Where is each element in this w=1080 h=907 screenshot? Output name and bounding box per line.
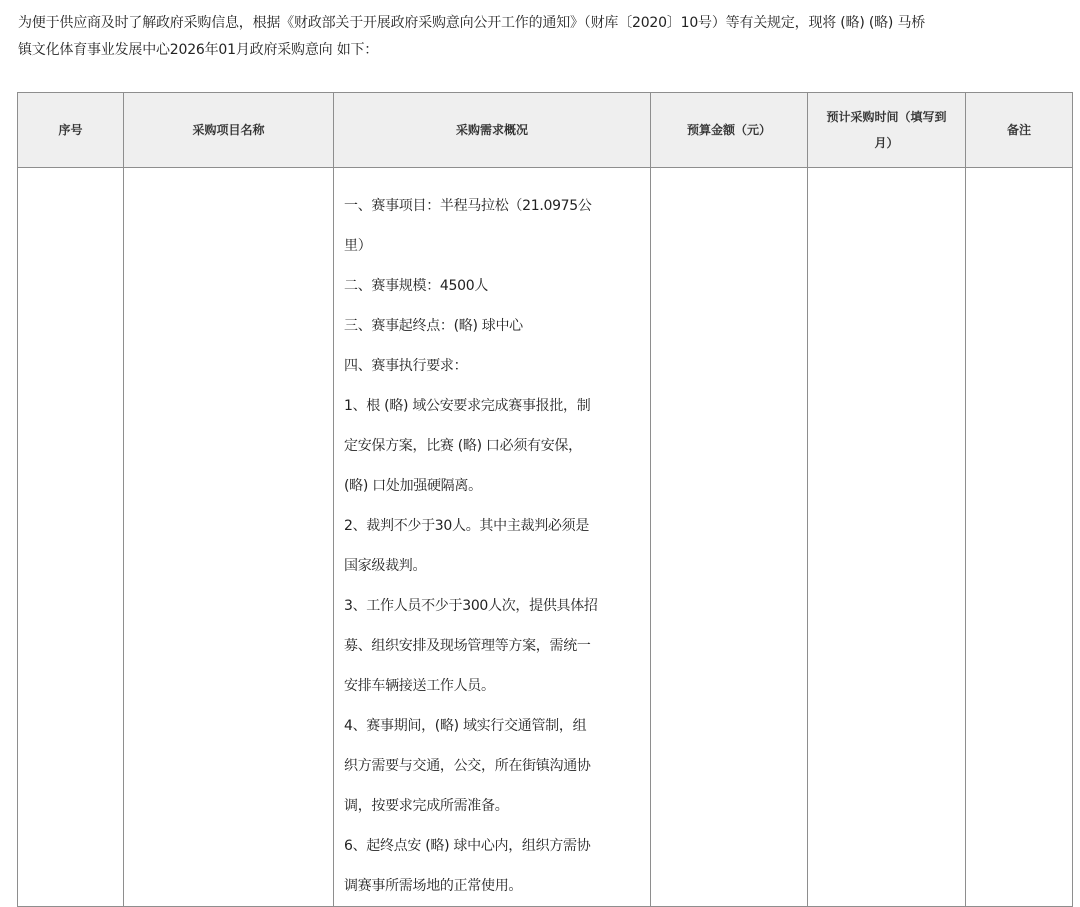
requirement-line: 调赛事所需场地的正常使用。 [344,878,523,894]
requirement-line: 织方需要与交通，公交，所在街镇沟通协 [344,758,591,774]
cell-index [18,168,124,907]
procurement-table [17,92,1073,907]
requirement-lines [334,168,650,906]
requirement-line: 6、起终点安 (略) 球中心内，组织方需协 [344,838,591,854]
requirement-line: 1、根 (略) 域公安要求完成赛事报批，制 [344,398,591,414]
requirement-line: 三、赛事起终点：(略) 球中心 [344,318,523,334]
table-header-row [18,93,1073,168]
intro-line-2: 镇文化体育事业发展中心2026年01月政府采购意向 如下： [18,42,379,58]
header-time [808,93,966,168]
requirement-line: 里） [344,238,372,254]
cell-time [808,168,966,907]
intro-line-1: 为便于供应商及时了解政府采购信息，根据《财政部关于开展政府采购意向公开工作的通知》（财库〔2020〕10号）等有关规定，现将 (略) (略) 马桥 [18,15,926,31]
header-project-name: 采购项目名称 [124,93,334,168]
requirement-line: 4、赛事期间，(略) 域实行交通管制，组 [344,718,587,734]
header-index: 序号 [18,93,124,168]
intro-paragraph [18,10,1068,64]
cell-remarks [966,168,1073,907]
requirement-line: 3、工作人员不少于300人次，提供具体招 [344,598,598,614]
cell-budget [651,168,808,907]
cell-requirements [334,168,651,907]
requirement-line: 二、赛事规模：4500人 [344,278,489,294]
requirement-line: 调，按要求完成所需准备。 [344,798,509,814]
header-budget: 预算金额（元） [651,93,808,168]
header-remarks: 备注 [966,93,1073,168]
requirement-line: 募、组织安排及现场管理等方案，需统一 [344,638,591,654]
requirement-line: (略) 口处加强硬隔离。 [344,478,482,494]
header-requirements: 采购需求概况 [334,93,651,168]
requirement-line: 国家级裁判。 [344,558,427,574]
cell-project-name [124,168,334,907]
requirement-line: 定安保方案，比赛 (略) 口必须有安保， [344,438,582,454]
requirement-line: 安排车辆接送工作人员。 [344,678,495,694]
requirement-line: 四、赛事执行要求： [344,358,468,374]
table-row [18,168,1073,907]
requirement-line: 2、裁判不少于30人。其中主裁判必须是 [344,518,590,534]
requirement-line: 一、赛事项目：半程马拉松（21.0975公 [344,198,592,214]
header-time-label: 预计采购时间（填写到月） [826,110,947,150]
